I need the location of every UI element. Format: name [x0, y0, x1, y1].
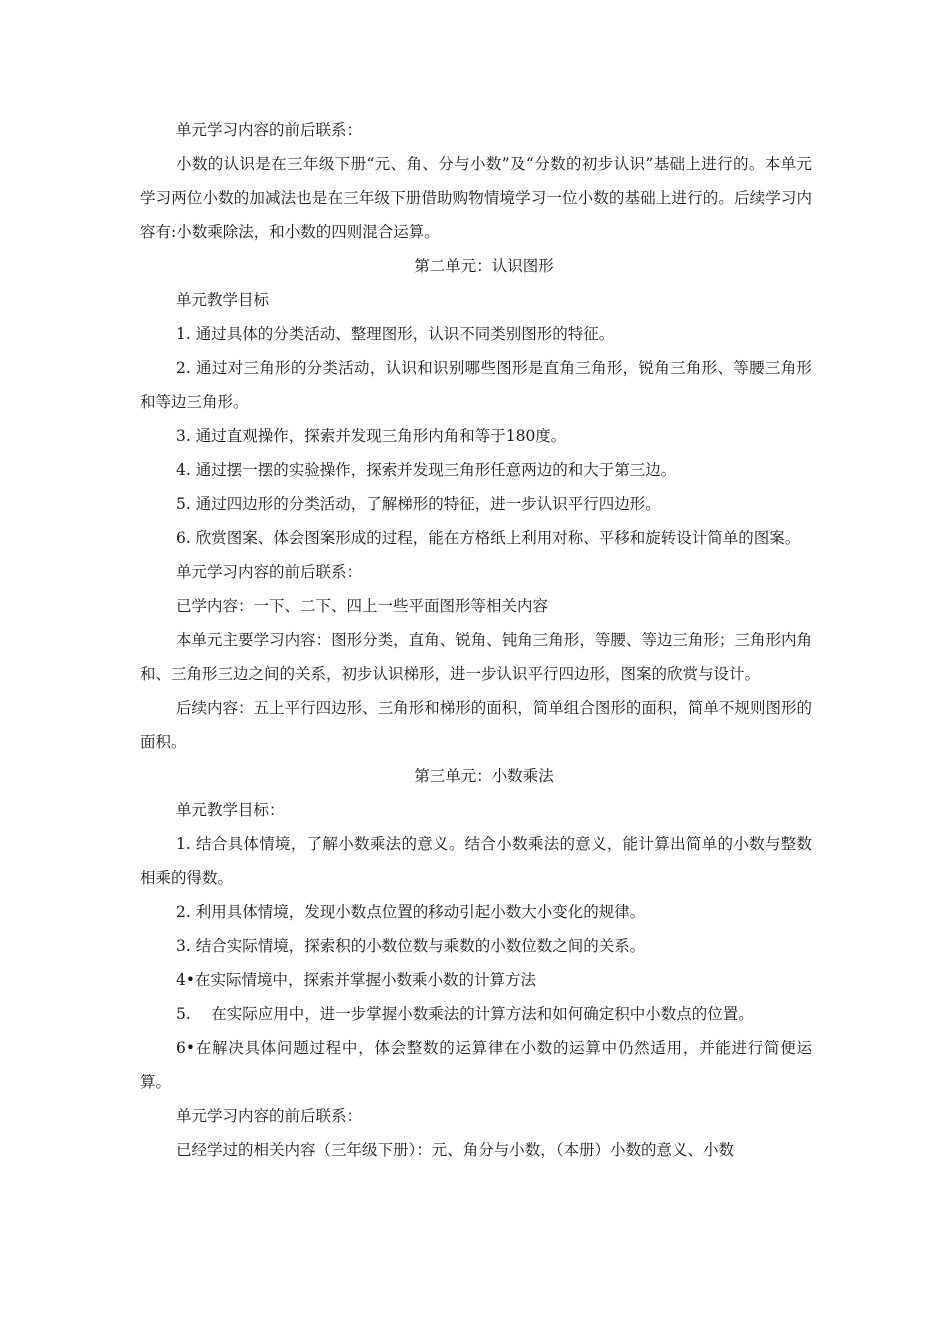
section-heading-goals: 单元教学目标： [176, 801, 285, 819]
goal-item: 4•在实际情境中，探索并掌握小数乘小数的计算方法 [176, 971, 537, 989]
goal-item: 3. 通过直观操作，探索并发现三角形内角和等于180度。 [176, 427, 567, 445]
paragraph: 后续内容：五上平行四边形、三角形和梯形的面积，简单组合图形的面积，简单不规则图形的面积。 [140, 699, 812, 751]
document-page [140, 113, 812, 1167]
paragraph: 本单元主要学习内容：图形分类，直角、锐角、钝角三角形，等腰、等边三角形；三角形内角和、三角形三边之间的关系，初步认识梯形，进一步认识平行四边形，图案的欣赏与设计。 [140, 631, 812, 683]
section-heading-relations: 单元学习内容的前后联系： [176, 1107, 363, 1125]
goal-item: 1. 结合具体情境，了解小数乘法的意义。结合小数乘法的意义，能计算出简单的小数与整数相乘的得数。 [140, 835, 812, 887]
unit-title-2: 第二单元：认识图形 [414, 257, 554, 275]
section-heading-goals: 单元教学目标 [176, 291, 270, 309]
paragraph: 小数的认识是在三年级下册“元、角、分与小数”及“分数的初步认识”基础上进行的。本单元学习两位小数的加减法也是在三年级下册借助购物情境学习一位小数的基础上进行的。后续学习内容有:小数乘除法，和小数的四则混合运算。 [140, 155, 812, 241]
goal-item: 6•在解决具体问题过程中，体会整数的运算律在小数的运算中仍然适用，并能进行简便运算。 [140, 1039, 812, 1091]
goal-item: 4. 通过摆一摆的实验操作，探索并发现三角形任意两边的和大于第三边。 [176, 461, 677, 479]
goal-item: 2. 利用具体情境，发现小数点位置的移动引起小数大小变化的规律。 [176, 903, 646, 921]
section-heading-relations: 单元学习内容的前后联系： [176, 121, 363, 139]
section-heading-relations: 单元学习内容的前后联系： [176, 563, 363, 581]
paragraph: 已经学过的相关内容（三年级下册）：元、角分与小数，（本册）小数的意义、小数 [176, 1141, 735, 1159]
unit-title-3: 第三单元：小数乘法 [414, 767, 554, 785]
goal-item: 6. 欣赏图案、体会图案形成的过程，能在方格纸上利用对称、平移和旋转设计简单的图案。 [176, 529, 801, 547]
goal-item: 5. 在实际应用中，进一步掌握小数乘法的计算方法和如何确定积中小数点的位置。 [176, 1005, 754, 1023]
goal-item: 2. 通过对三角形的分类活动，认识和识别哪些图形是直角三角形，锐角三角形、等腰三角形和等边三角形。 [140, 359, 812, 411]
paragraph: 已学内容：一下、二下、四上一些平面图形等相关内容 [176, 597, 549, 615]
goal-item: 1. 通过具体的分类活动、整理图形，认识不同类别图形的特征。 [176, 325, 615, 343]
goal-item: 5. 通过四边形的分类活动，了解梯形的特征，进一步认识平行四边形。 [176, 495, 661, 513]
goal-item: 3. 结合实际情境，探索积的小数位数与乘数的小数位数之间的关系。 [176, 937, 646, 955]
